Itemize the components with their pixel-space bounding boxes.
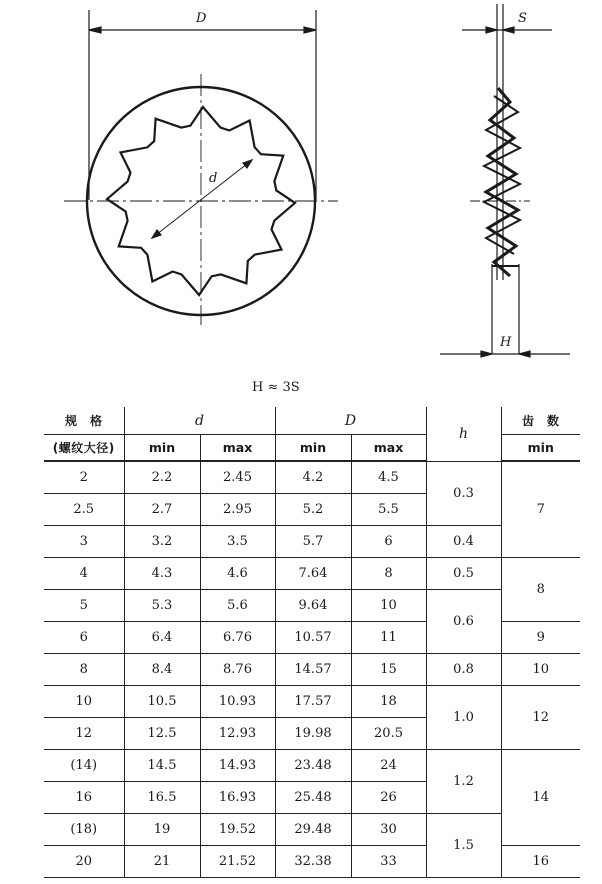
header-D-min: min bbox=[275, 435, 351, 462]
cell-D-min: 14.57 bbox=[275, 654, 351, 686]
cell-D-min: 19.98 bbox=[275, 718, 351, 750]
cell-D-min: 5.2 bbox=[275, 494, 351, 526]
cell-d-min: 14.5 bbox=[124, 750, 200, 782]
cell-d-max: 14.93 bbox=[200, 750, 275, 782]
cell-d-min: 10.5 bbox=[124, 686, 200, 718]
header-teeth-min: min bbox=[501, 435, 580, 462]
cell-D-max: 11 bbox=[351, 622, 426, 654]
cell-D-max: 18 bbox=[351, 686, 426, 718]
table-row bbox=[44, 590, 580, 622]
cell-teeth: 12 bbox=[501, 686, 580, 750]
cell-D-min: 5.7 bbox=[275, 526, 351, 558]
cell-h: 0.8 bbox=[426, 654, 501, 686]
cell-d-max: 2.45 bbox=[200, 461, 275, 494]
header-d: d bbox=[124, 407, 275, 435]
cell-spec: 16 bbox=[44, 782, 124, 814]
cell-d-min: 6.4 bbox=[124, 622, 200, 654]
cell-spec: 2.5 bbox=[44, 494, 124, 526]
cell-d-min: 2.2 bbox=[124, 461, 200, 494]
label-d: d bbox=[209, 171, 218, 186]
cell-d-max: 3.5 bbox=[200, 526, 275, 558]
label-D: D bbox=[196, 11, 207, 26]
cell-d-min: 8.4 bbox=[124, 654, 200, 686]
table-row bbox=[44, 686, 580, 718]
cell-D-max: 24 bbox=[351, 750, 426, 782]
cell-D-max: 10 bbox=[351, 590, 426, 622]
cell-d-min: 19 bbox=[124, 814, 200, 846]
cell-D-max: 6 bbox=[351, 526, 426, 558]
formula-h-3s: H ≈ 3S bbox=[252, 380, 300, 395]
cell-D-max: 20.5 bbox=[351, 718, 426, 750]
table-row bbox=[44, 461, 580, 494]
header-h: h bbox=[426, 407, 501, 461]
cell-spec: 4 bbox=[44, 558, 124, 590]
cell-teeth: 9 bbox=[501, 622, 580, 654]
cell-h: 1.2 bbox=[426, 750, 501, 814]
cell-d-max: 2.95 bbox=[200, 494, 275, 526]
table-row bbox=[44, 814, 580, 846]
cell-h: 1.5 bbox=[426, 814, 501, 878]
header-spec-sub: (螺纹大径) bbox=[44, 435, 124, 462]
cell-D-max: 26 bbox=[351, 782, 426, 814]
cell-d-max: 8.76 bbox=[200, 654, 275, 686]
cell-h: 1.0 bbox=[426, 686, 501, 750]
table-row bbox=[44, 558, 580, 590]
cell-d-max: 16.93 bbox=[200, 782, 275, 814]
cell-D-max: 33 bbox=[351, 846, 426, 878]
cell-h: 0.4 bbox=[426, 526, 501, 558]
cell-teeth: 8 bbox=[501, 558, 580, 622]
cell-D-min: 25.48 bbox=[275, 782, 351, 814]
cell-d-max: 12.93 bbox=[200, 718, 275, 750]
spec-table-body bbox=[44, 461, 580, 878]
cell-spec: 6 bbox=[44, 622, 124, 654]
cell-d-min: 3.2 bbox=[124, 526, 200, 558]
cell-D-max: 8 bbox=[351, 558, 426, 590]
cell-d-max: 4.6 bbox=[200, 558, 275, 590]
cell-D-max: 4.5 bbox=[351, 461, 426, 494]
cell-D-max: 15 bbox=[351, 654, 426, 686]
header-D: D bbox=[275, 407, 426, 435]
cell-D-min: 32.38 bbox=[275, 846, 351, 878]
cell-d-max: 21.52 bbox=[200, 846, 275, 878]
cell-D-max: 30 bbox=[351, 814, 426, 846]
cell-D-min: 17.57 bbox=[275, 686, 351, 718]
cell-spec: 10 bbox=[44, 686, 124, 718]
cell-h: 0.3 bbox=[426, 461, 501, 526]
cell-spec: 5 bbox=[44, 590, 124, 622]
cell-spec: 12 bbox=[44, 718, 124, 750]
cell-D-min: 4.2 bbox=[275, 461, 351, 494]
cell-D-max: 5.5 bbox=[351, 494, 426, 526]
cell-d-min: 5.3 bbox=[124, 590, 200, 622]
cell-d-min: 2.7 bbox=[124, 494, 200, 526]
washer-drawing bbox=[0, 0, 602, 400]
cell-d-min: 16.5 bbox=[124, 782, 200, 814]
cell-spec: 8 bbox=[44, 654, 124, 686]
cell-spec: 20 bbox=[44, 846, 124, 878]
label-S: S bbox=[518, 11, 527, 26]
cell-spec: 3 bbox=[44, 526, 124, 558]
header-D-max: max bbox=[351, 435, 426, 462]
cell-spec: (14) bbox=[44, 750, 124, 782]
spec-table-container bbox=[44, 407, 580, 877]
cell-d-min: 12.5 bbox=[124, 718, 200, 750]
cell-d-max: 19.52 bbox=[200, 814, 275, 846]
header-d-min: min bbox=[124, 435, 200, 462]
cell-D-min: 9.64 bbox=[275, 590, 351, 622]
cell-d-min: 4.3 bbox=[124, 558, 200, 590]
header-d-max: max bbox=[200, 435, 275, 462]
cell-h: 0.5 bbox=[426, 558, 501, 590]
cell-teeth: 7 bbox=[501, 461, 580, 558]
cell-d-min: 21 bbox=[124, 846, 200, 878]
table-row bbox=[44, 750, 580, 782]
cell-D-min: 7.64 bbox=[275, 558, 351, 590]
cell-teeth: 10 bbox=[501, 654, 580, 686]
cell-d-max: 10.93 bbox=[200, 686, 275, 718]
cell-teeth: 14 bbox=[501, 750, 580, 846]
spec-table bbox=[44, 407, 580, 878]
table-row bbox=[44, 526, 580, 558]
header-spec: 规 格 bbox=[44, 407, 124, 435]
cell-h: 0.6 bbox=[426, 590, 501, 654]
cell-d-max: 6.76 bbox=[200, 622, 275, 654]
cell-d-max: 5.6 bbox=[200, 590, 275, 622]
cell-D-min: 23.48 bbox=[275, 750, 351, 782]
cell-teeth: 16 bbox=[501, 846, 580, 878]
header-teeth: 齿 数 bbox=[501, 407, 580, 435]
cell-spec: 2 bbox=[44, 461, 124, 494]
table-row bbox=[44, 654, 580, 686]
cell-spec: (18) bbox=[44, 814, 124, 846]
label-H: H bbox=[500, 335, 512, 350]
cell-D-min: 29.48 bbox=[275, 814, 351, 846]
cell-D-min: 10.57 bbox=[275, 622, 351, 654]
